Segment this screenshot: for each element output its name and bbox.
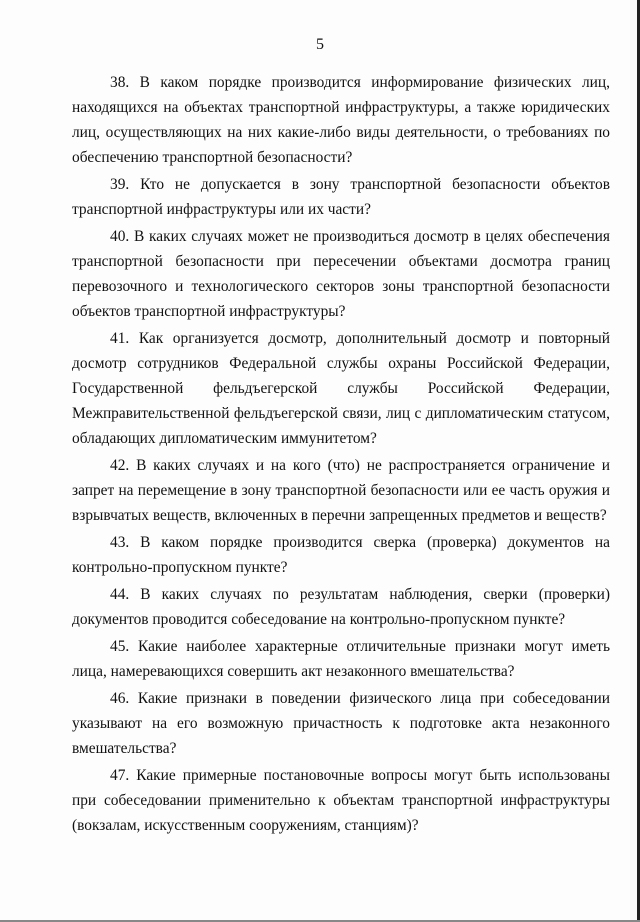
- question-40: 40. В каких случаях может не производиться досмотр в целях обеспечения транспортной безопасности при пересечении объектами досмотра границ перевозочного и технологического секторов зоны транспортной безопасности объектов транспортной инфраструктуры?: [72, 228, 610, 320]
- page-number: 5: [316, 36, 324, 53]
- question-39: 39. Кто не допускается в зону транспортной безопасности объектов транспортной инфраструктуры или их части?: [72, 176, 610, 218]
- question-38: 38. В каком порядке производится информирование физических лиц, находящихся на объектах транспортной инфраструктуры, а также юридических лиц, осуществляющих на них какие-либо виды деятельности, о требованиях по обеспечению транспортной безопасности?: [72, 74, 610, 166]
- question-44: 44. В каких случаях по результатам наблюдения, сверки (проверки) документов проводится собеседование на контрольно-пропускном пункте?: [72, 586, 610, 628]
- question-45: 45. Какие наиболее характерные отличительные признаки могут иметь лица, намеревающихся совершить акт незаконного вмешательства?: [72, 638, 610, 680]
- question-list: [72, 70, 610, 840]
- question-43: 43. В каком порядке производится сверка (проверка) документов на контрольно-пропускном пункте?: [72, 534, 610, 576]
- question-41: 41. Как организуется досмотр, дополнительный досмотр и повторный досмотр сотрудников Федеральной службы охраны Российской Федерации, Государственной фельдъегерской службы Российской Федерации, Межправительственной фельдъегерской связи, лиц с дипломатическим статусом, обладающих дипломатическим иммунитетом?: [72, 330, 610, 447]
- question-47: 47. Какие примерные постановочные вопросы могут быть использованы при собеседовании применительно к объектам транспортной инфраструктуры (вокзалам, искусственным сооружениям, станциям)?: [72, 767, 610, 834]
- question-46: 46. Какие признаки в поведении физического лица при собеседовании указывают на его возможную причастность к подготовке акта незаконного вмешательства?: [72, 690, 610, 757]
- question-42: 42. В каких случаях и на кого (что) не распространяется ограничение и запрет на перемещение в зону транспортной безопасности или ее часть оружия и взрывчатых веществ, включенных в перечни запрещенных предметов и веществ?: [72, 457, 610, 524]
